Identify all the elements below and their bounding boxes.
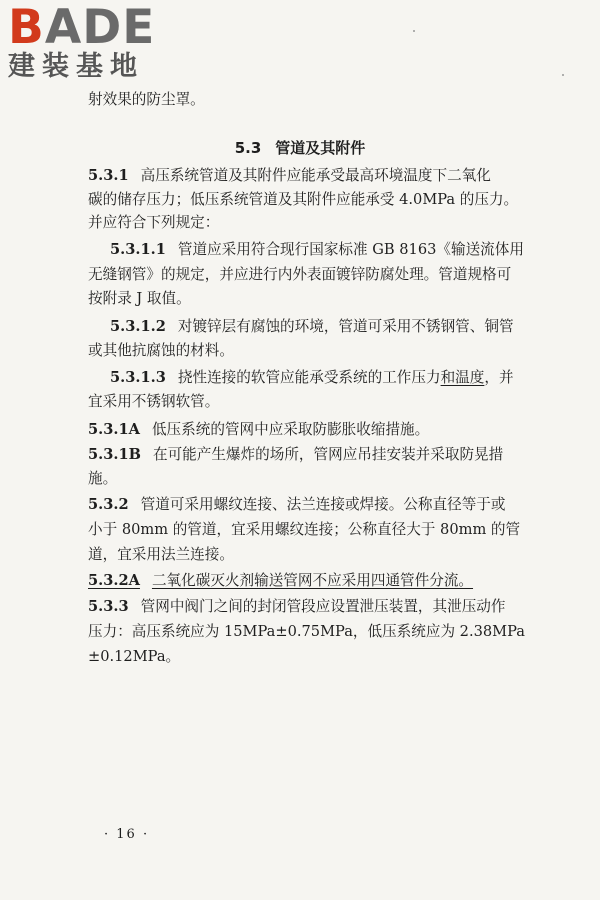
fragment-line: 射效果的防尘罩。 [88,91,205,108]
clause-5-3-1-2-line-1 [110,317,590,337]
clause-text: 高压系统管道及其附件应能承受最高环境温度下二氧化 [140,167,491,184]
clause-5-3-1-line-3: 并应符合下列规定： [88,214,220,231]
clause-text: 管道可采用螺纹连接、法兰连接或焊接。公称直径等于或 [140,496,506,513]
clause-5-3-1-1-line-3: 按附录 J 取值。 [88,290,191,307]
clause-5-3-1-line-1 [88,166,568,186]
clause-number: 5.3.1.1 [110,241,166,258]
clause-5-3-1a-line-1 [88,420,568,440]
clause-number: 5.3.2A [88,572,140,589]
logo-subtitle: 建装基地 [8,51,144,82]
clause-5-3-1-2-line-2: 或其他抗腐蚀的材料。 [88,342,234,359]
clause-5-3-2-line-1 [88,495,568,515]
clause-text: 管网中阀门之间的封闭管段应设置泄压装置，其泄压动作 [140,598,506,615]
clause-5-3-3-line-3: ±0.12MPa。 [88,648,181,665]
bade-logo [8,2,178,82]
clause-text: 二氧化碳灭火剂输送管网不应采用四通管件分流。 [151,572,474,589]
underlined-text: 和温度 [440,369,485,386]
section-heading [0,137,600,158]
clause-5-3-1-3-line-1 [110,368,590,388]
clause-text-end: ，并 [484,369,514,386]
logo-wordmark [8,2,178,54]
page-number: · 16 · [104,827,150,842]
section-title: 管道及其附件 [275,139,366,157]
logo-accent-letter: B [8,0,45,55]
clause-text: 挠性连接的软管应能承受系统的工作压力 [177,369,441,386]
clause-5-3-1b-line-1 [88,445,568,465]
clause-number: 5.3.1A [88,421,140,438]
scan-speck [413,30,415,32]
clause-text: 对镀锌层有腐蚀的环境，管道可采用不锈钢管、铜管 [177,318,514,335]
clause-text: 在可能产生爆炸的场所，管网应吊挂安装并采取防晃措 [152,446,504,463]
clause-number: 5.3.2 [88,496,129,513]
clause-5-3-1-3-line-2: 宜采用不锈钢软管。 [88,393,220,410]
clause-number: 5.3.1.3 [110,369,166,386]
clause-5-3-1-1-line-2: 无缝钢管》的规定，并应进行内外表面镀锌防腐处理。管道规格可 [88,266,512,283]
clause-5-3-2-line-2: 小于 80mm 的管道，宜采用螺纹连接；公称直径大于 80mm 的管 [88,521,521,538]
clause-5-3-3-line-1 [88,597,568,617]
section-number: 5.3 [234,139,262,157]
clause-number: 5.3.3 [88,598,129,615]
clause-5-3-1-line-2: 碳的储存压力；低压系统管道及其附件应能承受 4.0MPa 的压力。 [88,191,519,208]
clause-5-3-2-line-3: 道，宜采用法兰连接。 [88,546,234,563]
clause-5-3-3-line-2: 压力：高压系统应为 15MPa±0.75MPa，低压系统应为 2.38MPa [88,623,525,640]
clause-number: 5.3.1B [88,446,141,463]
clause-5-3-1-1-line-1 [110,240,590,260]
clause-number: 5.3.1 [88,167,129,184]
clause-text: 低压系统的管网中应采取防膨胀收缩措施。 [151,421,430,438]
clause-5-3-2a-line-1 [88,571,568,591]
logo-wordmark-rest: ADE [44,0,156,55]
clause-5-3-1b-line-2: 施。 [88,470,118,487]
clause-text: 管道应采用符合现行国家标准 GB 8163《输送流体用 [177,241,524,258]
clause-number: 5.3.1.2 [110,318,166,335]
scan-speck [562,74,564,76]
